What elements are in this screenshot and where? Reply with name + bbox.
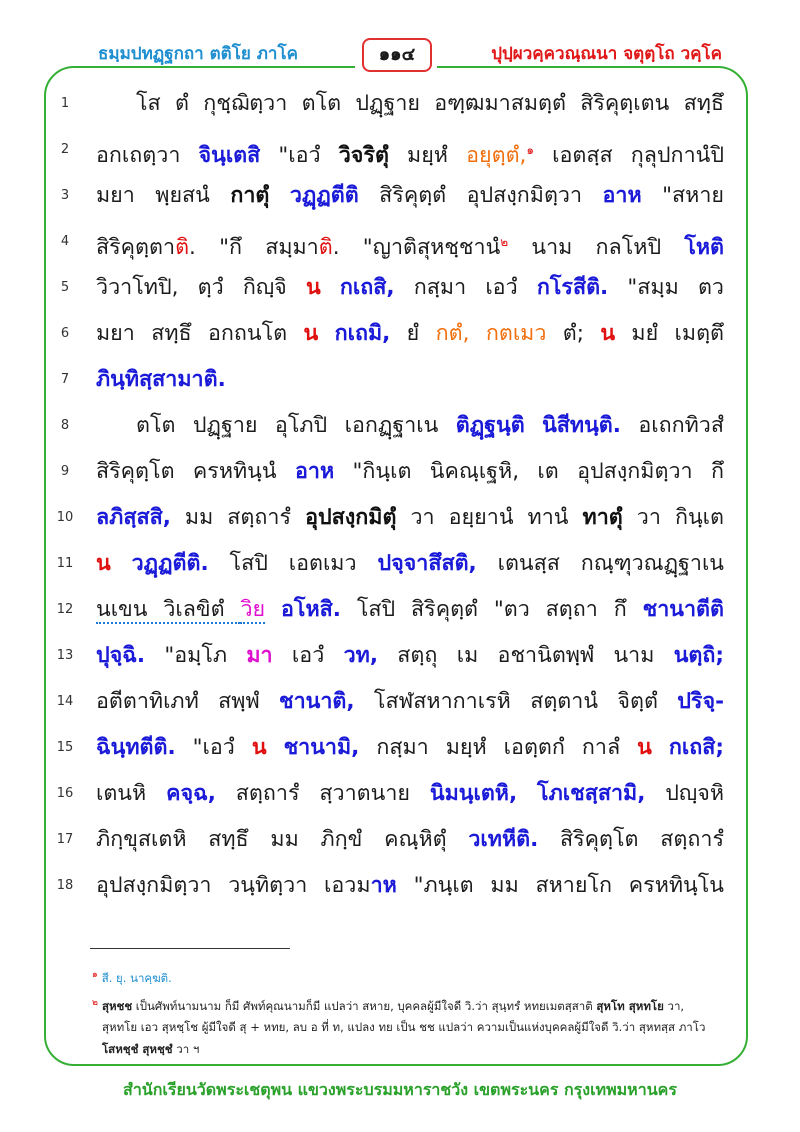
text-segment: สิริคุตฺโต สตฺถารํ [538, 827, 724, 852]
footnote-1-text: สี. ยุ. นาคฺฆติ. [101, 970, 172, 985]
text-segment: โส ตํ กุชฺฌิตฺวา ตโต ปฏฺฐาย อฑฺฒมาสมตฺตํ สิริคุตฺเตน สทฺธึ [136, 91, 724, 116]
line-number: 10 [56, 510, 74, 525]
text-segment [525, 413, 542, 438]
text-segment: นิสีทนฺติ. [542, 413, 621, 438]
text-segment: น [305, 275, 321, 300]
text-segment: "ญาติสุหชฺชานํ [339, 235, 501, 261]
text-segment: มา [246, 643, 273, 668]
text-segment: อกเถตฺวา [96, 143, 199, 169]
text-segment: วิย [240, 597, 266, 622]
text-line [96, 636, 724, 676]
text-segment [652, 735, 669, 760]
footnote-1 [92, 964, 732, 989]
text-segment: กเถสิ; [668, 735, 724, 760]
text-segment: ปุจฺฉิ. [96, 643, 146, 668]
footnote-2 [92, 992, 732, 1017]
text-segment: ติฏฺฐนฺติ [455, 413, 525, 438]
text-segment: นตฺถิ; [673, 643, 724, 668]
text-segment: ปริจฺ- [677, 689, 724, 714]
text-segment: กโรสีติ. [536, 275, 609, 300]
text-segment: ภิกฺขุสเตหิ สทฺธึ มม ภิกฺขํ คณฺหิตุํ [96, 827, 469, 852]
footnote-2-mark: ๒ [92, 998, 98, 1008]
text-segment [269, 183, 289, 208]
text-segment: อาห [294, 459, 335, 484]
text-segment: โสปิ สิริคุตฺตํ "ตว สตฺถา กึ [340, 597, 643, 622]
text-segment: กเถมิ, [334, 321, 391, 346]
text-segment: าห [370, 873, 397, 898]
text-line [96, 820, 724, 860]
text-segment: กตํ, [435, 321, 470, 346]
line-number: 18 [56, 878, 74, 893]
line-number: 11 [56, 556, 74, 571]
line-number: 14 [56, 694, 74, 709]
text-segment: มยา สทฺธึ อกถนโต [96, 321, 304, 346]
footnote-2-line3-bold: โสหชฺชํ สุหชฺชํ [102, 1042, 173, 1056]
text-segment [517, 781, 537, 806]
text-segment: อาห [602, 183, 642, 208]
text-line [96, 682, 724, 722]
text-segment: ทาตุํ [582, 505, 623, 530]
text-segment: น [251, 735, 267, 760]
text-line [96, 590, 724, 630]
text-segment: เตนสฺส กณฺฑุวณฏฺฐาเน [476, 551, 725, 576]
text-segment: "อมฺโภ [145, 643, 247, 668]
text-segment [111, 551, 132, 576]
text-segment: น [96, 551, 111, 576]
text-segment: อุปสงฺกมิตุํ [305, 505, 397, 530]
text-segment: นเขน วิเลขิตํ [96, 597, 241, 622]
line-number: 7 [60, 372, 70, 387]
text-segment: วท, [343, 643, 378, 668]
footnote-2-line2 [92, 1016, 732, 1038]
text-line [96, 544, 724, 584]
text-segment: ตํ; [546, 321, 601, 346]
text-segment: คจฺฉ, [166, 781, 216, 806]
text-segment: ตโต ปฏฺฐาย อุโภปิ เอกฏฺฐาเน [136, 413, 456, 438]
text-line [96, 222, 724, 262]
line-number: 12 [56, 602, 74, 617]
footnote-2-bold1: สุหโท สุหทโย [596, 998, 664, 1013]
footnote-2-head: สุหชช [101, 998, 133, 1013]
text-segment: ฉินฺทตีติ. [96, 735, 176, 760]
text-segment: "สมฺม ตว [608, 275, 725, 300]
text-segment: กสฺมา มยฺหํ เอตฺตกํ กาลํ [359, 735, 638, 760]
text-line [96, 176, 724, 216]
text-segment: "เอวํ [175, 735, 252, 760]
text-segment: สิริคุตฺตาติ. [96, 235, 196, 261]
text-segment: น [600, 321, 616, 346]
text-segment: ลภิสฺสสิ, [96, 505, 171, 530]
text-segment: ๒ [500, 235, 509, 249]
footnote-2-text1: เป็นศัพท์นามนาม ก็มี ศัพท์คุณนามก็มี แปลว่า สหาย, บุคคลผู้มีใจดี วิ.ว่า สุนฺทรํ หทยเมตสฺสาติ [132, 998, 597, 1013]
text-line [96, 84, 724, 124]
text-segment: มม สตฺถารํ [170, 505, 306, 530]
text-segment: สตฺถารํ สฺวาตนาย [215, 781, 430, 806]
text-segment: สิริคุตฺตํ อุปสงฺกมิตฺวา [358, 183, 603, 208]
footnote-2-line3-text: วา ฯ [172, 1042, 200, 1056]
text-segment: จินฺเตสิ [198, 143, 261, 169]
footnote-1-mark: ๑ [92, 970, 98, 980]
text-segment: ชานาติ, [278, 689, 355, 714]
text-line [96, 406, 724, 446]
text-segment: นิมนฺเตหิ, [429, 781, 518, 806]
header-left-title: ธมฺมปทฏฺฐกถา ตติโย ภาโค [98, 44, 298, 64]
text-line [96, 452, 724, 492]
text-segment: วฏฺฏตีติ. [131, 551, 209, 576]
text-line [96, 774, 724, 814]
text-segment: มยฺหํ [388, 143, 467, 169]
text-segment: โสปิ เอตเมว [208, 551, 378, 576]
text-segment: กาตุํ [230, 183, 270, 208]
header-right-title: ปุปฺผวคฺควณฺณนา จตุตฺโถ วคฺโค [491, 44, 722, 64]
text-segment: สิริคุตฺโต ครหทินฺนํ [96, 459, 295, 484]
text-segment: โสฬสหากาเรหิ สตฺตานํ จิตฺตํ [354, 689, 678, 714]
text-segment: สตฺถุ เม อชานิตพฺพํ นาม [378, 643, 674, 668]
text-line [96, 498, 724, 538]
text-segment [267, 735, 284, 760]
text-segment: วิจริตุํ [338, 143, 389, 169]
line-number: 17 [56, 832, 74, 847]
text-segment: อุปสงฺกมิตฺวา วนฺทิตฺวา เอวม [96, 873, 371, 898]
text-segment: กตเมว [485, 321, 547, 346]
text-segment: อโหสิ. [281, 597, 341, 622]
text-line [96, 268, 724, 308]
footnote-2-line2-text: สุหทโย เอว สุหชฺโช ผู้มีใจดี สุ + หทย, ลบ อ ที่ ท, แปลง ทย เป็น ชช แปลว่า ความเป็นแห่งบุคคลผู้มีใจดี วิ.ว่า สุหทสฺส ภาโว [102, 1020, 706, 1034]
footer-institution: สำนักเรียนวัดพระเชตุพน แขวงพระบรมมหาราชวัง เขตพระนคร กรุงเทพมหานคร [123, 1080, 677, 1099]
text-segment: โหติ [684, 235, 724, 261]
text-segment: วิวาโทปิ, ตฺวํ กิญฺจิ [96, 275, 306, 300]
text-segment: มยํ เมตฺตึ [615, 321, 725, 346]
line-number: 13 [56, 648, 74, 663]
text-segment: ชานามิ, [283, 735, 360, 760]
text-segment: อเถกทิวสํ [620, 413, 724, 438]
text-segment: ยํ [390, 321, 436, 346]
text-segment: กเถสิ, [339, 275, 395, 300]
text-segment: "ภนฺเต มม สหายโก ครหทินฺโน [396, 873, 724, 898]
text-segment: "กึ สมฺมาติ. [195, 235, 340, 261]
line-number: 2 [60, 142, 70, 157]
text-line [96, 866, 724, 906]
text-line [96, 360, 724, 400]
text-segment: เอวํ [272, 643, 344, 668]
text-segment: น [303, 321, 319, 346]
text-segment: วฏฺฏตีติ [289, 183, 359, 208]
text-segment: ปญฺจหิ [645, 781, 725, 806]
footnote-divider [90, 948, 290, 949]
line-number: 9 [60, 464, 70, 479]
line-number: 4 [60, 234, 70, 249]
footnote-2-text2: วา, [663, 998, 685, 1013]
line-number: 5 [60, 280, 70, 295]
text-segment: มยา พฺยสนํ [96, 183, 231, 208]
text-line [96, 314, 724, 354]
text-segment: ปจฺจาสึสติ, [377, 551, 477, 576]
text-segment [469, 321, 485, 346]
text-segment: วเทหีติ. [468, 827, 539, 852]
text-segment: กสฺมา เอวํ [394, 275, 537, 300]
text-segment: วา กินฺเต [622, 505, 724, 530]
text-segment: น [637, 735, 652, 760]
text-line [96, 130, 724, 170]
text-segment: เอตสฺส กุลุปกานํปิ [534, 143, 724, 169]
text-segment [318, 321, 334, 346]
text-segment: ภินฺทิสฺสามาติ. [96, 367, 226, 392]
text-segment: "กินฺเต นิคณฺเฐหิ, เต อุปสงฺกมิตฺวา กึ [334, 459, 724, 484]
text-segment: วา อยฺยานํ ทานํ [396, 505, 583, 530]
line-number: 8 [60, 418, 70, 433]
text-segment: "เอวํ [260, 143, 339, 169]
text-segment: อตีตาทิเภทํ สพฺพํ [96, 689, 279, 714]
text-segment: "สหาย [641, 183, 724, 208]
text-segment: โภเชสฺสามิ, [537, 781, 646, 806]
page-number: ๑๑๔ [362, 38, 432, 72]
text-segment: ชานาตีติ [642, 597, 724, 622]
text-segment: อยุตฺตํ, [466, 143, 527, 169]
line-number: 16 [56, 786, 74, 801]
text-segment [265, 597, 281, 622]
text-line [96, 728, 724, 768]
text-segment: เตนหิ [96, 781, 167, 806]
text-segment: ๑ [526, 143, 535, 157]
text-segment [321, 275, 340, 300]
line-number: 6 [60, 326, 70, 341]
footnote-2-line3 [92, 1038, 732, 1060]
text-segment: นาม กลโหปิ [508, 235, 685, 261]
line-number: 1 [60, 96, 70, 111]
line-number: 15 [56, 740, 74, 755]
line-number: 3 [60, 188, 70, 203]
